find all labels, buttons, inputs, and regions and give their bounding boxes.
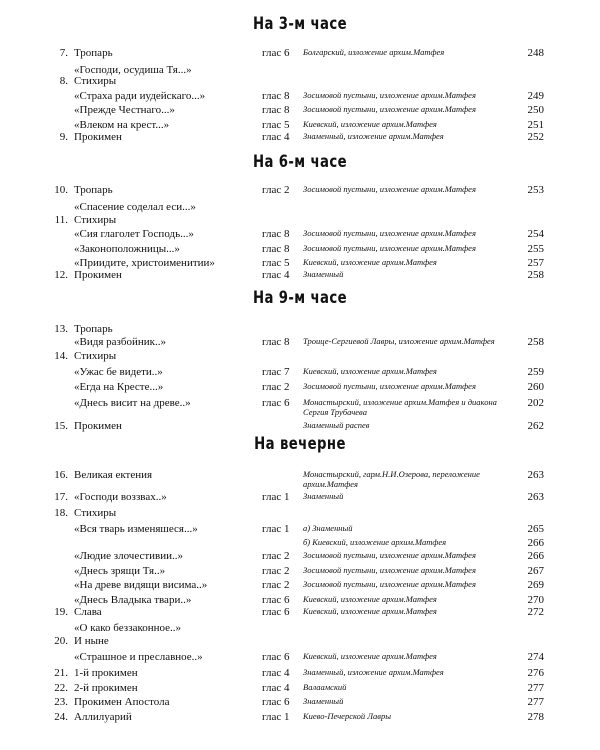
contents-row — [0, 103, 600, 119]
item-arrangement: Троице-Сергиевой Лавры, изложение архим.Матфея — [303, 336, 495, 346]
item-title: «Влеком на крест...» — [74, 119, 170, 131]
item-tone: глас 2 — [262, 381, 290, 393]
item-arrangement: Зосимовой пустыни, изложение архим.Матфея — [303, 579, 476, 589]
item-number: 9. — [59, 131, 68, 143]
section-heading: На вечерне — [254, 434, 346, 454]
item-number: 10. — [54, 184, 68, 196]
item-page: 251 — [527, 119, 544, 131]
item-number: 15. — [54, 420, 68, 432]
contents-row — [0, 183, 600, 199]
item-title: 1-й прокимен — [74, 667, 138, 679]
item-title: «Днесь Владыка твари..» — [74, 594, 192, 606]
item-tone: глас 8 — [262, 104, 290, 116]
item-page: 267 — [527, 565, 544, 577]
item-tone: глас 2 — [262, 184, 290, 196]
contents-row — [0, 365, 600, 381]
item-title: Стихиры — [74, 507, 117, 519]
item-tone: глас 6 — [262, 606, 290, 618]
contents-row — [0, 46, 600, 62]
item-arrangement: Зосимовой пустыни, изложение архим.Матфея — [303, 381, 476, 391]
item-page: 250 — [527, 104, 544, 116]
contents-row — [0, 710, 600, 726]
item-number: 24. — [54, 711, 68, 723]
item-number: 23. — [54, 696, 68, 708]
item-page: 263 — [527, 491, 544, 503]
item-arrangement: Зосимовой пустыни, изложение архим.Матфея — [303, 550, 476, 560]
item-number: 8. — [59, 75, 68, 87]
contents-row — [0, 578, 600, 594]
item-title: «Прежде Честнаго...» — [74, 104, 175, 116]
item-title: «Днесь висит на древе..» — [74, 397, 191, 409]
contents-row — [0, 506, 600, 522]
item-title: 2-й прокимен — [74, 682, 138, 694]
item-arrangement: Киево-Печерской Лавры — [303, 711, 391, 721]
item-page: 255 — [527, 243, 544, 255]
contents-row — [0, 396, 600, 417]
item-title: «О како беззаконное..» — [74, 622, 182, 634]
item-tone: глас 7 — [262, 366, 290, 378]
item-arrangement: Знаменный — [303, 696, 344, 706]
item-tone: глас 4 — [262, 667, 290, 679]
item-arrangement: Киевский, изложение архим.Матфея — [303, 606, 437, 616]
item-title: «Страшное и преславное..» — [74, 651, 203, 663]
item-arrangement: Монастырский, гарм.Н.И.Озерова, переложение архим.Матфея — [303, 469, 480, 489]
item-tone: глас 8 — [262, 336, 290, 348]
item-page: 274 — [527, 651, 544, 663]
item-arrangement: Зосимовой пустыни, изложение архим.Матфея — [303, 565, 476, 575]
item-page: 270 — [527, 594, 544, 606]
contents-row — [0, 695, 600, 711]
contents-row — [0, 74, 600, 90]
item-tone: глас 2 — [262, 565, 290, 577]
item-number: 13. — [54, 323, 68, 335]
item-arrangement: б) Киевский, изложение архим.Матфея — [303, 537, 447, 547]
item-tone: глас 8 — [262, 90, 290, 102]
section-heading: На 9-м часе — [252, 288, 348, 308]
item-arrangement: Знаменный — [303, 269, 344, 279]
item-arrangement: Знаменный распев — [303, 420, 370, 430]
contents-row — [0, 490, 600, 506]
item-title: Великая ектения — [74, 469, 153, 481]
item-title: Тропарь — [74, 47, 113, 59]
item-title: «Вся тварь изменяшеся...» — [74, 523, 198, 535]
contents-row — [0, 380, 600, 396]
item-tone: глас 8 — [262, 243, 290, 255]
contents-row — [0, 549, 600, 565]
item-page: 248 — [527, 47, 544, 59]
item-title: «Сия глаголет Господь...» — [74, 228, 194, 240]
item-page: 263 — [527, 469, 544, 481]
item-tone: глас 1 — [262, 711, 290, 723]
item-number: 22. — [54, 682, 68, 694]
item-title: «Днесь зрящи Тя..» — [74, 565, 166, 577]
item-tone: глас 5 — [262, 119, 290, 131]
item-number: 12. — [54, 269, 68, 281]
item-tone: глас 1 — [262, 523, 290, 535]
item-number: 11. — [54, 214, 68, 226]
item-title: «Законоположницы...» — [74, 243, 180, 255]
item-arrangement: Монастырский, изложение архим.Матфея и диакона Сергия Трубачева — [303, 397, 497, 417]
item-arrangement: Киевский, изложение архим.Матфея — [303, 594, 437, 604]
item-page: 276 — [527, 667, 544, 679]
item-tone: глас 6 — [262, 47, 290, 59]
contents-row — [0, 468, 600, 489]
item-arrangement: Валаамский — [303, 682, 347, 692]
item-number: 16. — [54, 469, 68, 481]
item-number: 17. — [54, 491, 68, 503]
section-heading: На 3-м часе — [252, 14, 348, 34]
item-page: 252 — [527, 131, 544, 143]
item-arrangement: Зосимовой пустыни, изложение архим.Матфея — [303, 104, 476, 114]
item-title: «Страха ради иудейскаго...» — [74, 90, 206, 102]
item-tone: глас 5 — [262, 257, 290, 269]
item-title: Прокимен — [74, 420, 122, 432]
item-page: 265 — [527, 523, 544, 535]
item-title: Стихиры — [74, 214, 117, 226]
item-title: Аллилуарий — [74, 711, 132, 723]
item-page: 258 — [527, 269, 544, 281]
item-title: Тропарь — [74, 184, 113, 196]
item-arrangement: Киевский, изложение архим.Матфея — [303, 257, 437, 267]
contents-row — [0, 666, 600, 682]
item-arrangement: Зосимовой пустыни, изложение архим.Матфея — [303, 184, 476, 194]
item-tone: глас 8 — [262, 228, 290, 240]
contents-row — [0, 650, 600, 666]
item-tone: глас 4 — [262, 131, 290, 143]
item-tone: глас 2 — [262, 550, 290, 562]
item-number: 14. — [54, 350, 68, 362]
item-tone: глас 6 — [262, 651, 290, 663]
contents-row — [0, 349, 600, 365]
item-tone: глас 6 — [262, 594, 290, 606]
item-page: 259 — [527, 366, 544, 378]
item-page: 202 — [527, 397, 544, 409]
item-title: «Видя разбойник..» — [74, 336, 166, 348]
item-tone: глас 4 — [262, 682, 290, 694]
item-title: «Ужас бе видети..» — [74, 366, 163, 378]
item-tone: глас 6 — [262, 397, 290, 409]
item-title: «Спасение соделал еси...» — [74, 201, 196, 213]
contents-row — [0, 268, 600, 284]
contents-row — [0, 605, 600, 621]
item-arrangement: Зосимовой пустыни, изложение архим.Матфея — [303, 243, 476, 253]
item-tone: глас 2 — [262, 579, 290, 591]
item-page: 254 — [527, 228, 544, 240]
item-arrangement: Зосимовой пустыни, изложение архим.Матфея — [303, 90, 476, 100]
item-title: «Приидите, христоименитии» — [74, 257, 215, 269]
item-arrangement: Зосимовой пустыни, изложение архим.Матфея — [303, 228, 476, 238]
item-page: 269 — [527, 579, 544, 591]
item-tone: глас 4 — [262, 269, 290, 281]
item-number: 7. — [59, 47, 68, 59]
item-arrangement: Знаменный, изложение архим.Матфея — [303, 131, 444, 141]
item-number: 19. — [54, 606, 68, 618]
item-number: 20. — [54, 635, 68, 647]
item-page: 277 — [527, 682, 544, 694]
contents-row — [0, 130, 600, 146]
item-page: 266 — [527, 550, 544, 562]
item-title: «Господи воззвах..» — [74, 491, 167, 503]
item-title: Прокимен — [74, 269, 122, 281]
item-title: «Людие злочестивии..» — [74, 550, 184, 562]
contents-row — [0, 227, 600, 243]
item-page: 257 — [527, 257, 544, 269]
item-page: 258 — [527, 336, 544, 348]
item-title: И ныне — [74, 635, 109, 647]
item-page: 260 — [527, 381, 544, 393]
item-title: Стихиры — [74, 75, 117, 87]
item-title: Стихиры — [74, 350, 117, 362]
item-page: 272 — [527, 606, 544, 618]
item-title: «Господи, осудиша Тя...» — [74, 64, 192, 76]
item-title: Слава — [74, 606, 102, 618]
item-page: 278 — [527, 711, 544, 723]
item-arrangement: Киевский, изложение архим.Матфея — [303, 366, 437, 376]
item-page: 249 — [527, 90, 544, 102]
item-title: «Егда на Кресте...» — [74, 381, 164, 393]
item-page: 266 — [527, 537, 544, 549]
item-title: «На древе видящи висима..» — [74, 579, 208, 591]
section-heading: На 6-м часе — [252, 152, 348, 172]
item-arrangement: а) Знаменный — [303, 523, 353, 533]
item-title: Прокимен — [74, 131, 122, 143]
item-arrangement: Киевский, изложение архим.Матфея — [303, 119, 437, 129]
item-tone: глас 6 — [262, 696, 290, 708]
item-page: 262 — [527, 420, 544, 432]
item-tone: глас 1 — [262, 491, 290, 503]
contents-row — [0, 419, 600, 435]
item-title: Прокимен Апостола — [74, 696, 170, 708]
item-page: 277 — [527, 696, 544, 708]
item-arrangement: Болгарский, изложение архим.Матфея — [303, 47, 445, 57]
item-number: 21. — [54, 667, 68, 679]
item-number: 18. — [54, 507, 68, 519]
item-page: 253 — [527, 184, 544, 196]
item-arrangement: Киевский, изложение архим.Матфея — [303, 651, 437, 661]
item-title: Тропарь — [74, 323, 113, 335]
item-arrangement: Знаменный, изложение архим.Матфея — [303, 667, 444, 677]
contents-row — [0, 634, 600, 650]
item-arrangement: Знаменный — [303, 491, 344, 501]
